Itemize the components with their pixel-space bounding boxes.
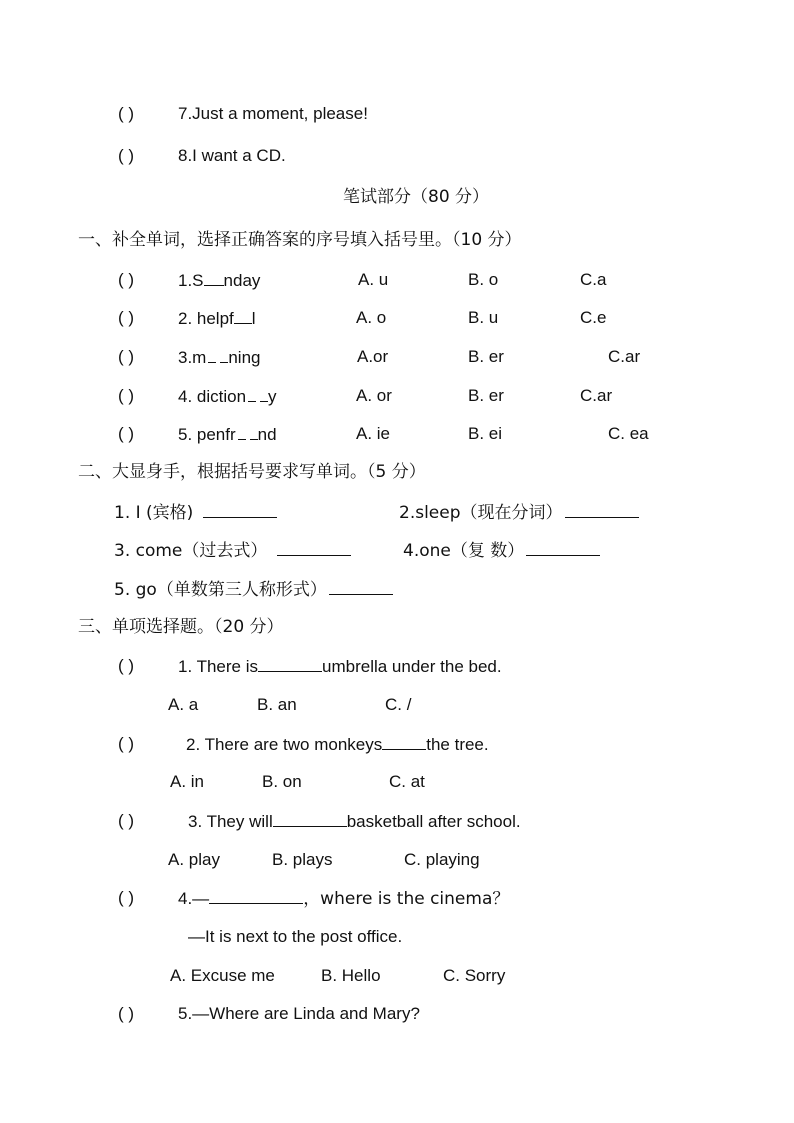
answer-paren: ( ): [118, 734, 135, 753]
option-c: C. at: [389, 772, 425, 791]
question-text: [178, 887, 509, 910]
question-stem: 4.—: [178, 889, 210, 908]
answer-blank[interactable]: [273, 810, 347, 827]
answer-blank[interactable]: [258, 655, 322, 672]
answer-blank[interactable]: [382, 733, 426, 750]
option-b: B. er: [468, 386, 504, 405]
question-text: [178, 655, 502, 678]
answer-paren: ( ): [118, 146, 135, 165]
word-form-prompt: 1. I (宾格): [114, 503, 194, 523]
letter-blank[interactable]: [248, 385, 256, 402]
question-stem: 2. There are two monkeys: [186, 735, 383, 754]
word-end: ning: [228, 348, 261, 367]
question-stem: 1. There is: [178, 657, 259, 676]
option-c: C. /: [385, 695, 412, 714]
word-item: [178, 307, 256, 330]
option-a: A. o: [356, 308, 387, 327]
question-text: [186, 733, 489, 756]
option-a: A. or: [356, 386, 392, 405]
answer-paren: ( ): [118, 308, 135, 327]
word-form-prompt: 3. come（过去式）: [114, 541, 268, 561]
word-form-item: [399, 501, 639, 524]
letter-blank[interactable]: [208, 346, 216, 363]
word-end: nd: [257, 425, 277, 444]
word-end: y: [268, 387, 277, 406]
question-stem: 3. They will: [188, 812, 273, 831]
answer-paren: ( ): [118, 1004, 135, 1023]
word-form-prompt: 2.sleep（现在分词）: [399, 503, 563, 523]
dialogue-reply: —It is next to the post office.: [188, 927, 403, 946]
option-b: B. ei: [468, 424, 503, 443]
word-form-prompt: 5. go（单数第三人称形式）: [114, 580, 327, 600]
option-a: A. Excuse me: [170, 966, 275, 985]
answer-paren: ( ): [118, 347, 135, 366]
word-start: 2. helpf: [178, 309, 234, 328]
option-c: C.e: [580, 308, 607, 327]
option-b: B. u: [468, 308, 499, 327]
option-b: B. plays: [272, 850, 333, 869]
question-stem-end: basketball after school.: [346, 812, 521, 831]
answer-paren: ( ): [118, 386, 135, 405]
word-form-item: [114, 501, 277, 524]
option-c: C. ea: [608, 424, 649, 443]
word-form-prompt: 4.one（复 数）: [403, 541, 525, 561]
letter-blank[interactable]: [238, 423, 246, 440]
word-form-item: [403, 539, 600, 562]
answer-blank[interactable]: [329, 578, 393, 595]
word-end: nday: [223, 271, 261, 290]
answer-paren: ( ): [118, 811, 135, 830]
answer-blank[interactable]: [526, 539, 600, 556]
section-title: 笔试部分（80 分）: [343, 187, 490, 207]
word-form-item: [114, 578, 393, 601]
letter-blank[interactable]: [260, 385, 268, 402]
option-a: A. in: [170, 772, 205, 791]
option-c: C.ar: [580, 386, 613, 405]
option-c: C.a: [580, 270, 607, 289]
answer-paren: ( ): [118, 656, 135, 675]
letter-blank[interactable]: [234, 307, 252, 324]
word-form-item: [114, 539, 351, 562]
question-text: 8.I want a CD.: [178, 146, 286, 165]
option-b: B. an: [257, 695, 297, 714]
question-stem-end: umbrella under the bed.: [322, 657, 502, 676]
question-text: 5.—Where are Linda and Mary?: [178, 1004, 420, 1023]
option-a: A. ie: [356, 424, 391, 443]
answer-blank[interactable]: [565, 501, 639, 518]
letter-blank[interactable]: [250, 423, 258, 440]
word-start: 5. penfr: [178, 425, 236, 444]
word-item: [178, 346, 260, 369]
answer-paren: ( ): [118, 888, 135, 907]
option-a: A.or: [357, 347, 389, 366]
part1-heading: 一、补全单词，选择正确答案的序号填入括号里。（10 分）: [78, 230, 522, 250]
word-start: 4. diction: [178, 387, 247, 406]
option-b: B. Hello: [321, 966, 381, 985]
question-text: [188, 810, 521, 833]
letter-blank[interactable]: [204, 269, 224, 286]
answer-paren: ( ): [118, 104, 135, 123]
question-stem-end: the tree.: [426, 735, 489, 754]
answer-blank[interactable]: [203, 501, 277, 518]
option-a: A. a: [168, 695, 199, 714]
question-stem-end: ，where is the cinema？: [303, 889, 510, 909]
word-start: 3.m: [178, 348, 207, 367]
option-c: C. playing: [404, 850, 480, 869]
part3-heading: 三、单项选择题。（20 分）: [78, 617, 284, 637]
word-item: [178, 269, 260, 292]
option-b: B. o: [468, 270, 499, 289]
word-item: [178, 385, 277, 408]
question-text: 7.Just a moment, please!: [178, 104, 368, 123]
option-c: C.ar: [608, 347, 641, 366]
option-b: B. on: [262, 772, 302, 791]
word-end: l: [251, 309, 256, 328]
part2-heading: 二、大显身手，根据括号要求写单词。（5 分）: [78, 462, 426, 482]
answer-blank[interactable]: [209, 887, 303, 904]
option-c: C. Sorry: [443, 966, 506, 985]
option-a: A. u: [358, 270, 389, 289]
answer-paren: ( ): [118, 270, 135, 289]
option-a: A. play: [168, 850, 220, 869]
word-start: 1.S: [178, 271, 204, 290]
option-b: B. er: [468, 347, 504, 366]
word-item: [178, 423, 277, 446]
answer-blank[interactable]: [277, 539, 351, 556]
answer-paren: ( ): [118, 424, 135, 443]
